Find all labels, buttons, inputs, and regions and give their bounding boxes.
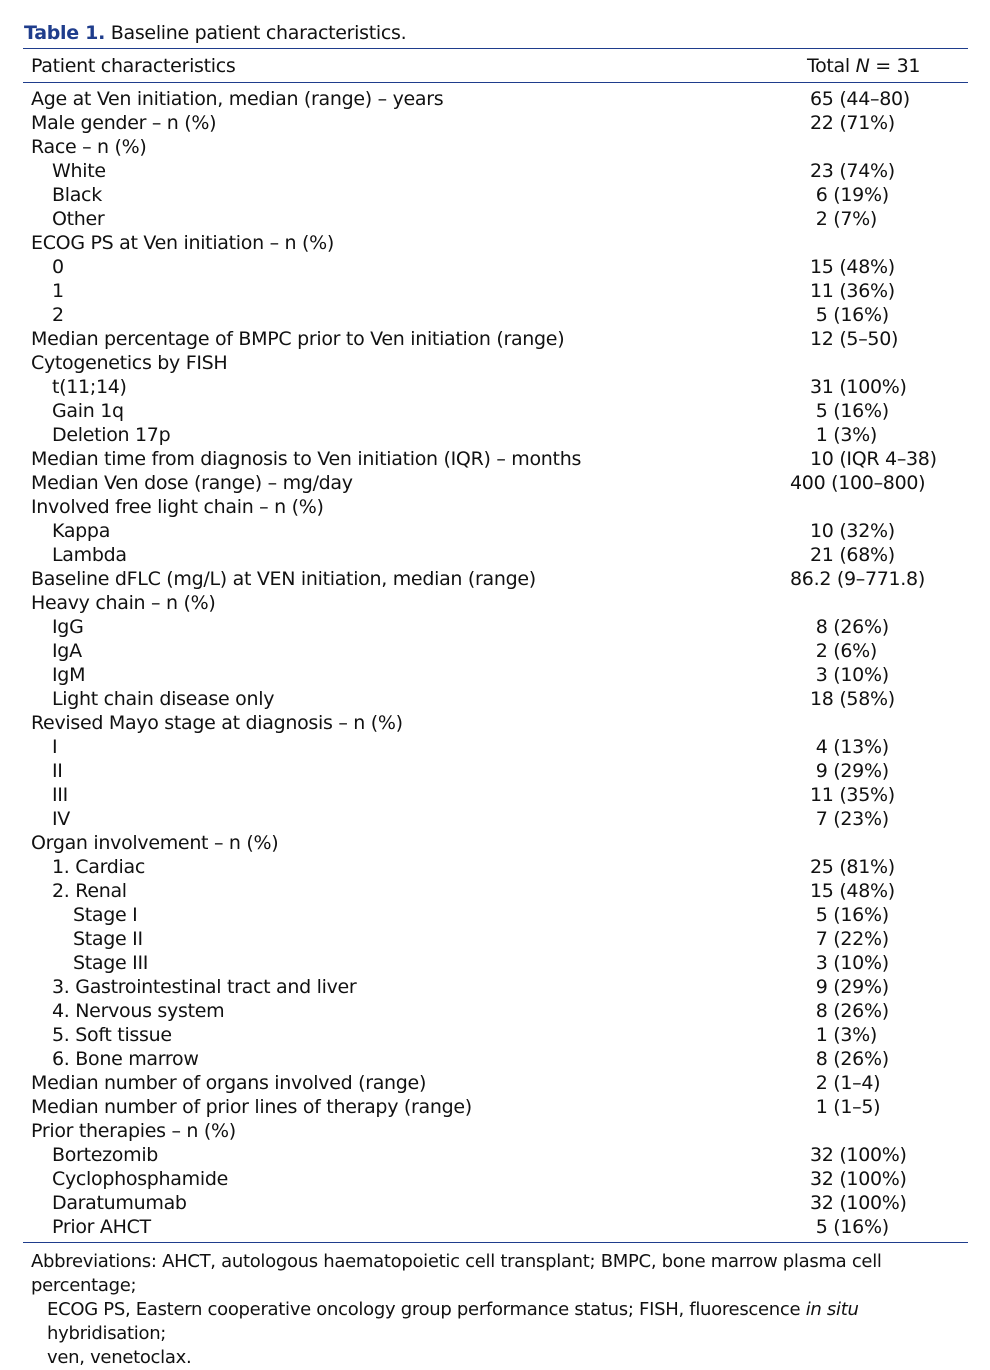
row-value: 32 (100%) xyxy=(810,1168,907,1190)
table-row xyxy=(0,975,990,999)
table-caption xyxy=(24,20,406,46)
row-value: 21 (68%) xyxy=(810,544,895,566)
footnote-line-3: ven, venetoclax. xyxy=(47,1347,192,1368)
table-row xyxy=(0,375,990,399)
row-label: Median percentage of BMPC prior to Ven initiation (range) xyxy=(31,328,565,350)
row-label: 0 xyxy=(52,256,64,278)
table-row xyxy=(0,711,990,735)
header-total-prefix: Total xyxy=(807,55,856,77)
table-row xyxy=(0,135,990,159)
row-value: 18 (58%) xyxy=(810,688,895,710)
table-row xyxy=(0,663,990,687)
table-row xyxy=(0,1071,990,1095)
table-row xyxy=(0,903,990,927)
table-row xyxy=(0,1167,990,1191)
table-label: Table 1. xyxy=(24,22,105,44)
table-row xyxy=(0,255,990,279)
row-label: 2. Renal xyxy=(52,880,127,902)
row-label: Revised Mayo stage at diagnosis – n (%) xyxy=(31,712,403,734)
footnote-line-2a: ECOG PS, Eastern cooperative oncology group performance status; FISH, fluorescence xyxy=(47,1299,806,1320)
table-row xyxy=(0,927,990,951)
row-value: 1 (1–5) xyxy=(810,1096,881,1118)
table-row xyxy=(0,807,990,831)
table-row xyxy=(0,471,990,495)
table-title: Baseline patient characteristics. xyxy=(110,22,407,44)
row-label: Male gender – n (%) xyxy=(31,112,217,134)
table-row xyxy=(0,279,990,303)
table-row xyxy=(0,87,990,111)
table-row xyxy=(0,1023,990,1047)
table-row xyxy=(0,735,990,759)
table-row xyxy=(0,1119,990,1143)
row-value: 15 (48%) xyxy=(810,880,895,902)
row-label: IgA xyxy=(52,640,82,662)
row-label: Cytogenetics by FISH xyxy=(31,352,228,374)
row-value: 22 (71%) xyxy=(810,112,895,134)
row-label: Prior AHCT xyxy=(52,1216,151,1238)
table-row xyxy=(0,231,990,255)
row-label: Stage III xyxy=(73,952,149,974)
row-value: 25 (81%) xyxy=(810,856,895,878)
row-label: Stage I xyxy=(73,904,138,926)
row-value: 5 (16%) xyxy=(810,400,889,422)
table-footnote xyxy=(31,1250,971,1370)
row-label: Race – n (%) xyxy=(31,136,147,158)
row-label: 2 xyxy=(52,304,64,326)
row-value: 6 (19%) xyxy=(810,184,889,206)
footnote-line-1: Abbreviations: AHCT, autologous haematopoietic cell transplant; BMPC, bone marrow plasma cell percentage; xyxy=(31,1251,882,1296)
table-row xyxy=(0,783,990,807)
table-row xyxy=(0,1095,990,1119)
row-value: 65 (44–80) xyxy=(810,88,910,110)
table-body xyxy=(0,87,990,1239)
row-value: 8 (26%) xyxy=(810,1048,889,1070)
table-row xyxy=(0,327,990,351)
table-row xyxy=(0,687,990,711)
row-value: 31 (100%) xyxy=(810,376,907,398)
row-value: 1 (3%) xyxy=(810,424,878,446)
top-rule xyxy=(23,48,968,49)
row-value: 15 (48%) xyxy=(810,256,895,278)
table-row xyxy=(0,951,990,975)
row-label: I xyxy=(52,736,58,758)
table-row xyxy=(0,159,990,183)
table-row xyxy=(0,207,990,231)
row-value: 2 (6%) xyxy=(810,640,878,662)
row-value: 8 (26%) xyxy=(810,1000,889,1022)
footnote-italic: in situ xyxy=(805,1299,859,1320)
row-label: Median time from diagnosis to Ven initiation (IQR) – months xyxy=(31,448,582,470)
table-row xyxy=(0,351,990,375)
table-row xyxy=(0,855,990,879)
header-characteristics: Patient characteristics xyxy=(31,55,236,77)
row-label: 5. Soft tissue xyxy=(52,1024,172,1046)
table-row xyxy=(0,1047,990,1071)
row-label: t(11;14) xyxy=(52,376,127,398)
table-row xyxy=(0,879,990,903)
table-row xyxy=(0,639,990,663)
header-total xyxy=(807,55,920,77)
row-label: ECOG PS at Ven initiation – n (%) xyxy=(31,232,334,254)
row-label: 1. Cardiac xyxy=(52,856,145,878)
row-label: II xyxy=(52,760,63,782)
table-row xyxy=(0,567,990,591)
row-value: 4 (13%) xyxy=(810,736,889,758)
table-row xyxy=(0,519,990,543)
table-row xyxy=(0,495,990,519)
row-value: 12 (5–50) xyxy=(810,328,899,350)
row-label: Stage II xyxy=(73,928,143,950)
row-label: Prior therapies – n (%) xyxy=(31,1120,236,1142)
table-row xyxy=(0,447,990,471)
table-row xyxy=(0,591,990,615)
table-row xyxy=(0,1215,990,1239)
header-total-n: N xyxy=(855,55,870,77)
table-row xyxy=(0,543,990,567)
row-label: IV xyxy=(52,808,71,830)
row-label: IgG xyxy=(52,616,84,638)
header-rule xyxy=(23,82,968,83)
row-label: III xyxy=(52,784,68,806)
footnote-line-2 xyxy=(31,1298,971,1346)
row-label: Kappa xyxy=(52,520,111,542)
table-row xyxy=(0,399,990,423)
table-row xyxy=(0,111,990,135)
footnote-line-2b: hybridisation; xyxy=(47,1323,167,1344)
row-value: 5 (16%) xyxy=(810,304,889,326)
row-label: Lambda xyxy=(52,544,127,566)
table-header xyxy=(0,55,990,81)
row-label: 1 xyxy=(52,280,64,302)
row-label: Bortezomib xyxy=(52,1144,159,1166)
row-label: Median number of prior lines of therapy (range) xyxy=(31,1096,472,1118)
row-label: IgM xyxy=(52,664,86,686)
bottom-rule xyxy=(23,1242,968,1243)
row-label: 4. Nervous system xyxy=(52,1000,225,1022)
table-row xyxy=(0,423,990,447)
row-label: Age at Ven initiation, median (range) – years xyxy=(31,88,444,110)
header-total-suffix: = 31 xyxy=(869,55,921,77)
row-label: Black xyxy=(52,184,102,206)
row-label: Baseline dFLC (mg/L) at VEN initiation, median (range) xyxy=(31,568,536,590)
table-row xyxy=(0,615,990,639)
row-value: 3 (10%) xyxy=(810,952,889,974)
table-row xyxy=(0,1191,990,1215)
row-label: Gain 1q xyxy=(52,400,124,422)
row-label: 3. Gastrointestinal tract and liver xyxy=(52,976,357,998)
row-label: Median Ven dose (range) – mg/day xyxy=(31,472,353,494)
row-label: Other xyxy=(52,208,105,230)
row-value: 11 (35%) xyxy=(810,784,895,806)
row-value: 1 (3%) xyxy=(810,1024,878,1046)
row-label: Daratumumab xyxy=(52,1192,187,1214)
row-value: 10 (IQR 4–38) xyxy=(810,448,937,470)
row-value: 400 (100–800) xyxy=(790,472,926,494)
row-label: Organ involvement – n (%) xyxy=(31,832,279,854)
row-value: 11 (36%) xyxy=(810,280,895,302)
row-label: White xyxy=(52,160,106,182)
row-value: 3 (10%) xyxy=(810,664,889,686)
row-value: 8 (26%) xyxy=(810,616,889,638)
row-value: 5 (16%) xyxy=(810,904,889,926)
row-value: 32 (100%) xyxy=(810,1144,907,1166)
table-row xyxy=(0,183,990,207)
table-row xyxy=(0,831,990,855)
row-label: 6. Bone marrow xyxy=(52,1048,199,1070)
table-row xyxy=(0,759,990,783)
row-value: 86.2 (9–771.8) xyxy=(790,568,925,590)
row-value: 9 (29%) xyxy=(810,976,889,998)
row-value: 9 (29%) xyxy=(810,760,889,782)
row-label: Involved free light chain – n (%) xyxy=(31,496,324,518)
row-value: 2 (7%) xyxy=(810,208,878,230)
row-value: 23 (74%) xyxy=(810,160,895,182)
table-row xyxy=(0,999,990,1023)
row-value: 10 (32%) xyxy=(810,520,895,542)
row-value: 32 (100%) xyxy=(810,1192,907,1214)
row-label: Deletion 17p xyxy=(52,424,171,446)
table-row xyxy=(0,303,990,327)
row-label: Heavy chain – n (%) xyxy=(31,592,216,614)
row-value: 5 (16%) xyxy=(810,1216,889,1238)
row-value: 7 (23%) xyxy=(810,808,889,830)
row-value: 2 (1–4) xyxy=(810,1072,881,1094)
row-label: Median number of organs involved (range) xyxy=(31,1072,427,1094)
row-value: 7 (22%) xyxy=(810,928,889,950)
row-label: Light chain disease only xyxy=(52,688,275,710)
row-label: Cyclophosphamide xyxy=(52,1168,228,1190)
table-row xyxy=(0,1143,990,1167)
